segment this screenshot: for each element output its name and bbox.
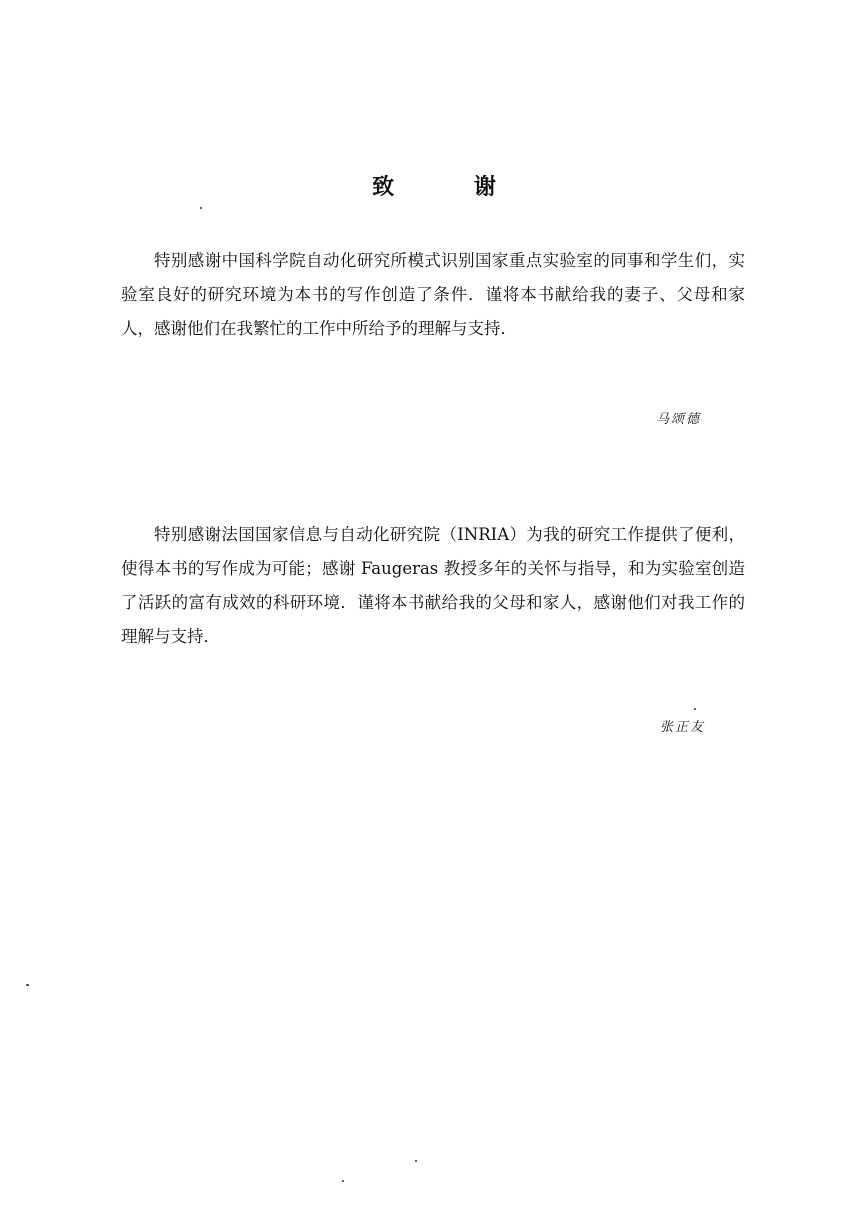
- page-title: 致 谢: [372, 175, 532, 200]
- scan-speck: [694, 708, 696, 710]
- scan-speck: [200, 207, 202, 209]
- scan-speck: [26, 984, 29, 986]
- scan-speck: [342, 1180, 344, 1182]
- acknowledgement-paragraph-1: 特别感谢中国科学院自动化研究所模式识别国家重点实验室的同事和学生们，实验室良好的研究环境为本书的写作创造了条件．谨将本书献给我的妻子、父母和家人，感谢他们在我繁忙的工作中所给予的理解与支持．: [121, 251, 745, 338]
- signature-1: 马颂德: [656, 412, 702, 427]
- acknowledgement-paragraph-2: 特别感谢法国国家信息与自动化研究院（INRIA）为我的研究工作提供了便利，使得本书的写作成为可能；感谢 Faugeras 教授多年的关怀与指导，和为实验室创造了活跃的富有成效的科研环境．谨将本书献给我的父母和家人，感谢他们对我工作的理解与支持．: [121, 525, 745, 646]
- scan-speck: [415, 1160, 417, 1162]
- signature-2: 张正友: [660, 720, 706, 735]
